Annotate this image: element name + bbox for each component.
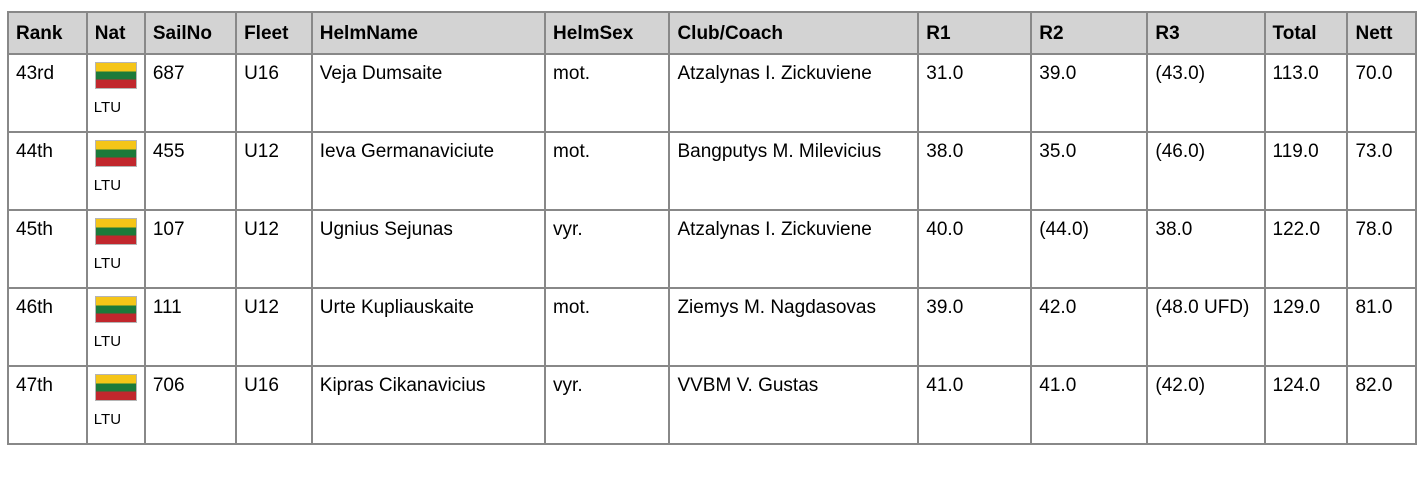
rank-cell: 44th	[8, 132, 87, 210]
lithuania-flag-icon	[95, 296, 137, 323]
r1-cell: 38.0	[918, 132, 1031, 210]
nat-cell	[87, 366, 145, 444]
nat-cell	[87, 288, 145, 366]
nat-code: LTU	[93, 411, 122, 428]
nat-cell	[87, 132, 145, 210]
nett-cell: 70.0	[1347, 54, 1416, 132]
helmname-cell: Ugnius Sejunas	[312, 210, 545, 288]
rank-cell: 46th	[8, 288, 87, 366]
results-table	[7, 11, 1417, 445]
header-helmsex[interactable]: HelmSex	[545, 12, 669, 54]
r2-cell: 35.0	[1031, 132, 1147, 210]
total-cell: 129.0	[1265, 288, 1348, 366]
club-coach-cell: Ziemys M. Nagdasovas	[669, 288, 918, 366]
helmname-cell: Kipras Cikanavicius	[312, 366, 545, 444]
header-helmname[interactable]: HelmName	[312, 12, 545, 54]
helmsex-cell: mot.	[545, 288, 669, 366]
lithuania-flag-icon	[95, 374, 137, 401]
fleet-cell: U16	[236, 54, 312, 132]
sailno-cell: 706	[145, 366, 236, 444]
lithuania-flag-icon	[95, 62, 137, 89]
header-club-coach[interactable]: Club/Coach	[669, 12, 918, 54]
nett-cell: 82.0	[1347, 366, 1416, 444]
helmsex-cell: mot.	[545, 54, 669, 132]
nat-cell	[87, 54, 145, 132]
rank-cell: 43rd	[8, 54, 87, 132]
sailno-cell: 455	[145, 132, 236, 210]
r3-cell: (43.0)	[1147, 54, 1264, 132]
header-nat[interactable]: Nat	[87, 12, 145, 54]
rank-cell: 47th	[8, 366, 87, 444]
helmname-cell: Urte Kupliauskaite	[312, 288, 545, 366]
club-coach-cell: Atzalynas I. Zickuviene	[669, 210, 918, 288]
nat-cell	[87, 210, 145, 288]
sailno-cell: 687	[145, 54, 236, 132]
helmsex-cell: vyr.	[545, 210, 669, 288]
nat-code: LTU	[93, 177, 122, 194]
r1-cell: 39.0	[918, 288, 1031, 366]
helmsex-cell: vyr.	[545, 366, 669, 444]
fleet-cell: U12	[236, 288, 312, 366]
fleet-cell: U12	[236, 132, 312, 210]
r2-cell: 41.0	[1031, 366, 1147, 444]
r1-cell: 40.0	[918, 210, 1031, 288]
header-r3[interactable]: R3	[1147, 12, 1264, 54]
r1-cell: 41.0	[918, 366, 1031, 444]
sailno-cell: 107	[145, 210, 236, 288]
r3-cell: (42.0)	[1147, 366, 1264, 444]
r2-cell: 42.0	[1031, 288, 1147, 366]
header-fleet[interactable]: Fleet	[236, 12, 312, 54]
nat-code: LTU	[93, 255, 122, 272]
table-row	[8, 132, 1416, 210]
header-nett[interactable]: Nett	[1347, 12, 1416, 54]
lithuania-flag-icon	[95, 140, 137, 167]
fleet-cell: U12	[236, 210, 312, 288]
header-rank[interactable]: Rank	[8, 12, 87, 54]
nett-cell: 73.0	[1347, 132, 1416, 210]
header-r2[interactable]: R2	[1031, 12, 1147, 54]
total-cell: 119.0	[1265, 132, 1348, 210]
nat-code: LTU	[93, 333, 122, 350]
r2-cell: (44.0)	[1031, 210, 1147, 288]
table-row	[8, 288, 1416, 366]
header-row	[8, 12, 1416, 54]
nat-code: LTU	[93, 99, 122, 116]
header-total[interactable]: Total	[1265, 12, 1348, 54]
table-row	[8, 210, 1416, 288]
total-cell: 122.0	[1265, 210, 1348, 288]
r3-cell: (46.0)	[1147, 132, 1264, 210]
lithuania-flag-icon	[95, 218, 137, 245]
helmname-cell: Veja Dumsaite	[312, 54, 545, 132]
fleet-cell: U16	[236, 366, 312, 444]
sailno-cell: 111	[145, 288, 236, 366]
r3-cell: (48.0 UFD)	[1147, 288, 1264, 366]
nett-cell: 78.0	[1347, 210, 1416, 288]
header-sailno[interactable]: SailNo	[145, 12, 236, 54]
r3-cell: 38.0	[1147, 210, 1264, 288]
total-cell: 113.0	[1265, 54, 1348, 132]
table-row	[8, 366, 1416, 444]
header-r1[interactable]: R1	[918, 12, 1031, 54]
nett-cell: 81.0	[1347, 288, 1416, 366]
rank-cell: 45th	[8, 210, 87, 288]
club-coach-cell: Atzalynas I. Zickuviene	[669, 54, 918, 132]
helmname-cell: Ieva Germanaviciute	[312, 132, 545, 210]
club-coach-cell: Bangputys M. Milevicius	[669, 132, 918, 210]
helmsex-cell: mot.	[545, 132, 669, 210]
r1-cell: 31.0	[918, 54, 1031, 132]
club-coach-cell: VVBM V. Gustas	[669, 366, 918, 444]
table-row	[8, 54, 1416, 132]
total-cell: 124.0	[1265, 366, 1348, 444]
r2-cell: 39.0	[1031, 54, 1147, 132]
